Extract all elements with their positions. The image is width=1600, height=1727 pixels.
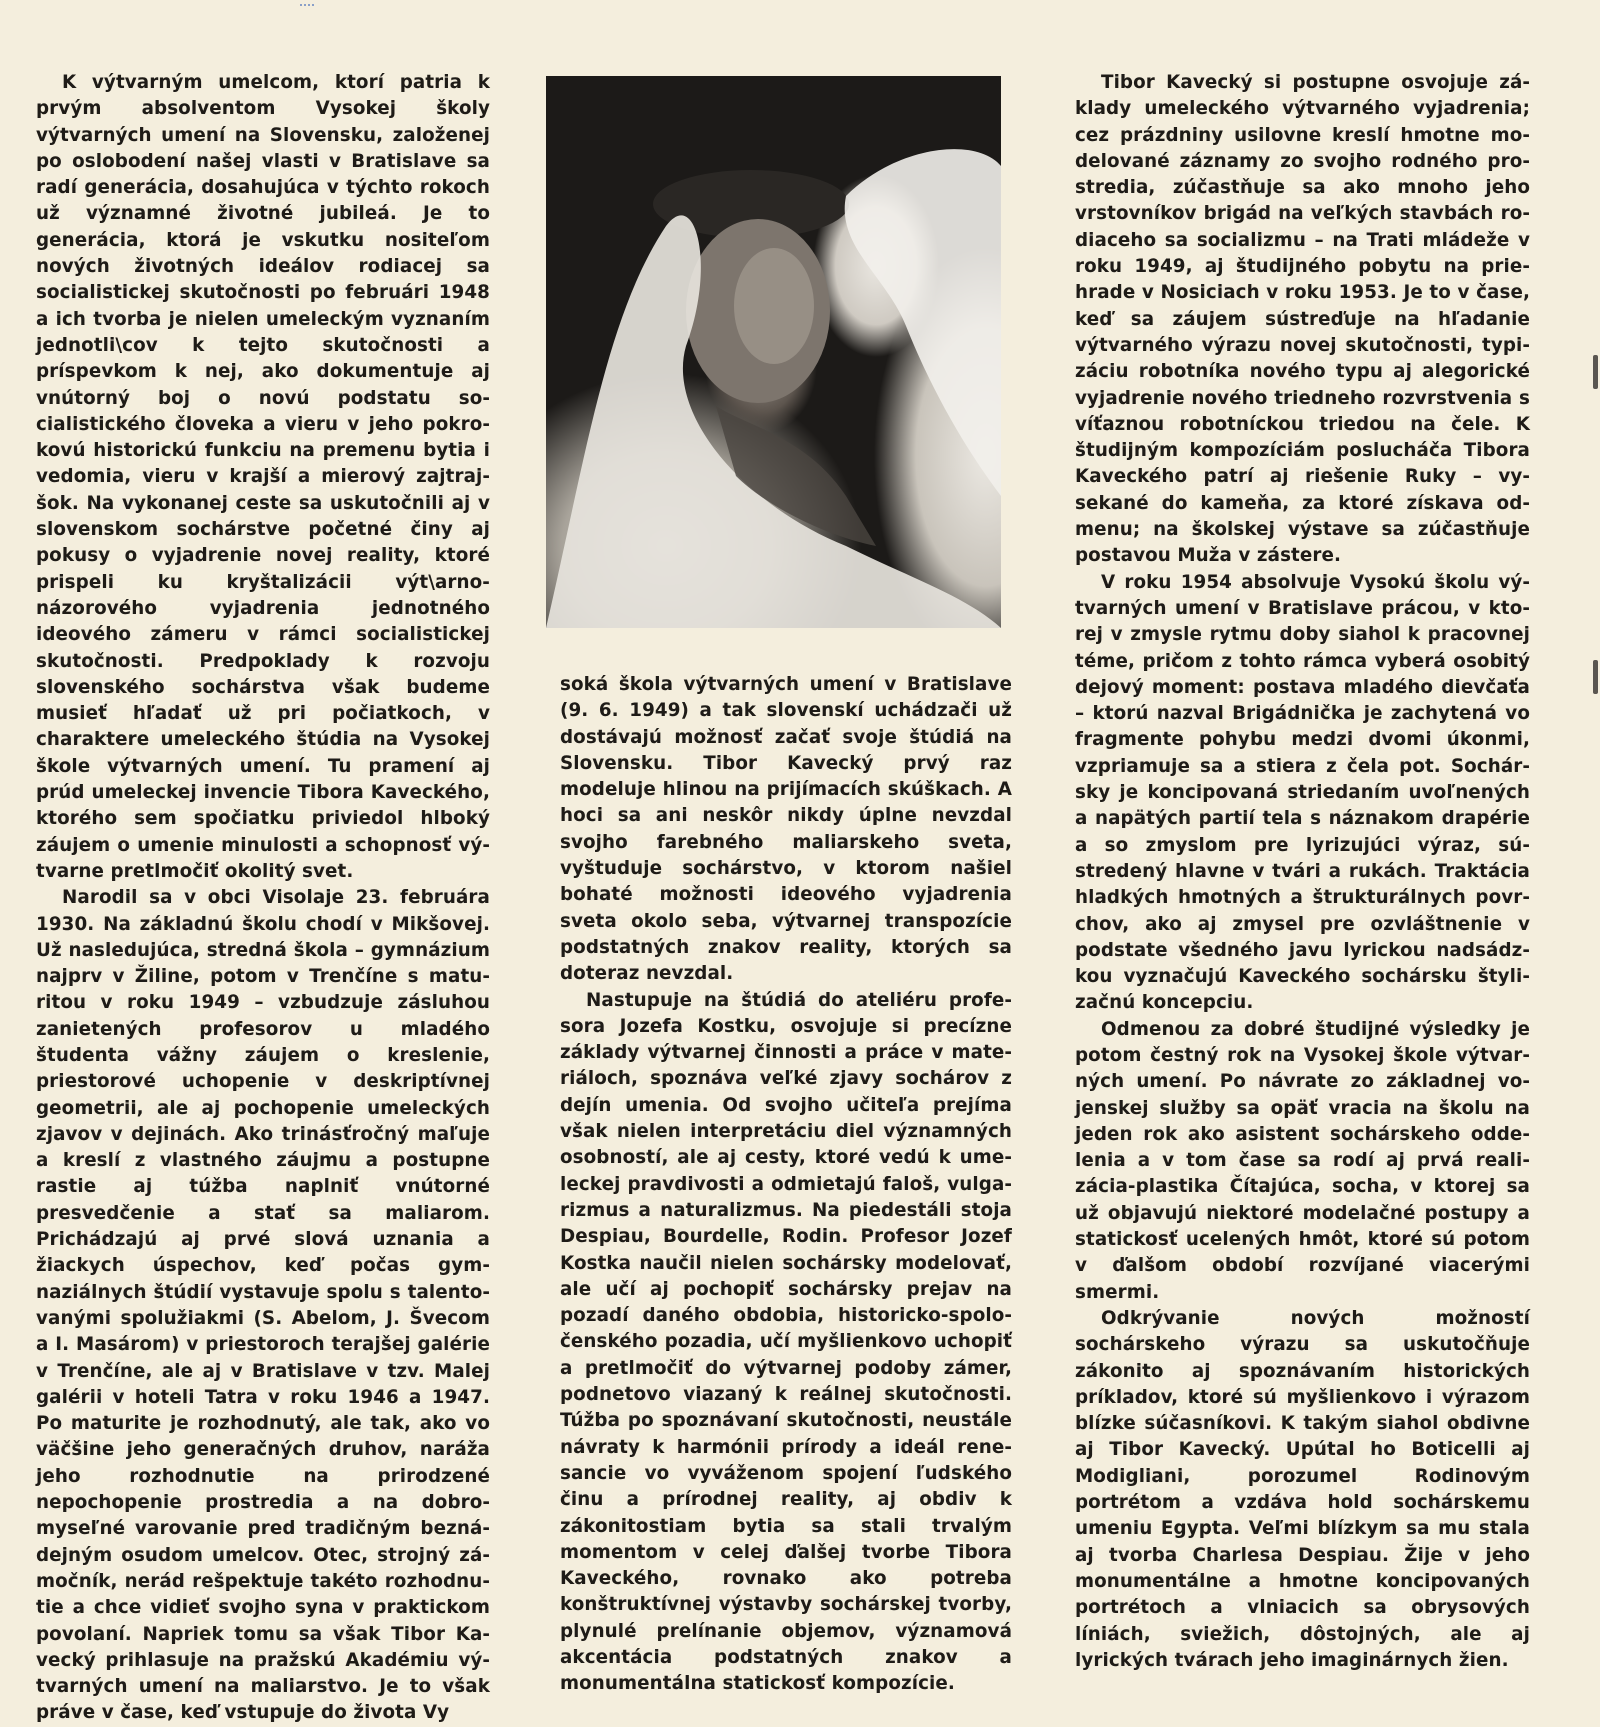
paragraph: Odkrývanie nových možností sochárskeho výrazu sa uskutočňuje zákonito aj spoznávaním historických príkladov, ktoré sú myšlienkovo i výrazom blízke súčasníkovi. K takým siahol obdivne aj Tibor Kavecký. Upútal ho Boticelli aj Modigliani, porozumel Rodinovým portrétom a vzdáva hold sochárskemu umeniu Egypta. Veľmi blízkym sa mu stala aj tvorba Charlesa Despiau. Žije v jeho monumentálne a hmotne koncipovaných portrétoch a vlniacich sa obrysových líniách, sviežich, dôstojných, ale aj lyrických tvárach jeho imaginárnych žien. xyxy=(1075,1307,1530,1671)
paragraph: V roku 1954 absolvuje Vysokú školu výtvarných umení v Bratislave prácou, v ktorej v zmysle rytmu doby siahol k pracovnej téme, pričom z tohto rámca vyberá osobitý dejový moment: postava mladého dievčaťa – ktorú nazval Brigádnička je zachytená vo fragmente pohybu medzi dvomi úkonmi, vzpriamuje sa a stiera z čela pot. Sochársky je koncipovaná striedaním uvoľnených a napätých partií tela s náznakom drapérie a so zmyslom pre lyrizujúci výraz, sústredený hlavne v tvári a rukách. Traktácia hladkých hmotných a štrukturálnych povrchov, ako aj zmysel pre ozvláštnenie v podstate všedného javu lyrickou nadsádzkou vyznačujú Kaveckého sochársku štylizačnú koncepciu. xyxy=(1075,571,1530,1014)
paragraph: Odmenou za dobré študijné výsledky je potom čestný rok na Vysokej škole výtvarných umení. Po návrate zo základnej vojenskej služby sa opäť vracia na školu na jeden rok ako asistent sochárskeho oddelenia a v tom čase sa rodí aj prvá realizácia-plastika Čítajúca, socha, v ktorej sa už objavujú niektoré modelačné postupy a statickosť ucelených hmôt, ktoré sú potom v ďalšom období rozvíjané viacerými smermi. xyxy=(1075,1018,1530,1303)
sculpture-right-shape xyxy=(845,149,1001,496)
paragraph: Narodil sa v obci Visolaje 23. februára 1930. Na základnú školu chodí v Mikšovej. Už nasledujúca, stredná škola – gymnázium najprv v Žiline, potom v Trenčíne s maturitou v roku 1949 – vzbudzuje zásluhou zanietených profesorov u mladého študenta vážny záujem o kreslenie, priestorové uchopenie v deskriptívnej geometrii, ale aj pochopenie umeleckých zjavov v dejinách. Ako trinásťročný maľuje a kreslí z vlastného záujmu a postupne rastie aj túžba naplniť vnútorné presvedčenie a stať sa maliarom. Prichádzajú aj prvé slová uznania a žiackych úspechov, keď počas gymnaziálnych štúdií vystavuje spolu s talentovanými spolužiakmi (S. Abelom, J. Švecom a I. Masárom) v priestoroch terajšej galérie v Trenčíne, ale aj v Bratislave v tzv. Malej galérii v hoteli Tatra v roku 1946 a 1947. Po maturite je rozhodnutý, ale tak, ako vo väčšine jeho generačných druhov, naráža jeho rozhodnutie na prirodzené nepochopenie prostredia a na dobromyseľné varovanie pred tradičným beznádejným osudom umelcov. Otec, strojný zámočník, nerád rešpektuje takéto rozhodnutie a chce vidieť svojho syna v praktickom povolaní. Napriek tomu sa však Tibor Kavecký prihlasuje na pražskú Akadémiu výtvarných umení na maliarstvo. Je to však práve v čase, keď vstupuje do života Vy xyxy=(36,887,490,1724)
paragraph: Nastupuje na štúdiá do ateliéru profesora Jozefa Kostku, osvojuje si precízne základy výtvarnej činnosti a práce v materiáloch, spoznáva veľké zjavy sochárov z dejín umenia. Od svojho učiteľa prejíma však nielen interpretáciu diel významných osobností, ale aj cesty, ktoré vedú k umeleckej pravdivosti a odmietajú faloš, vulgarizmus a naturalizmus. Na piedestáli stoja Despiau, Bourdelle, Rodin. Profesor Jozef Kostka naučil nielen sochársky modelovať, ale učí aj pochopiť sochársky prejav na pozadí daného obdobia, historicko-spoločenského pozadia, učí myšlienkovo uchopiť a pretlmočiť do výtvarnej podoby zámer, podnetovo viazaný k reálnej skutočnosti. Túžba po spoznávaní skutočnosti, neustále návraty k harmónii prírody a ideál renesancie vo vyváženom spojení ľudského činu a prírodnej reality, aj obdiv k zákonitostiam bytia sa stali trvalým momentom v celej ďalšej tvorbe Tibora Kaveckého, rovnako ako potreba konštruktívnej výstavby sochárskej tvorby, plynulé prelínanie objemov, významová akcentácia podstatných znakov a monumentálna statickosť kompozície. xyxy=(560,989,1012,1695)
sculptor-portrait-photo xyxy=(546,76,1001,628)
print-speck-mark xyxy=(300,0,314,6)
face-highlight xyxy=(734,248,814,364)
middle-text-column xyxy=(560,672,1012,1698)
page-edge-mark xyxy=(1593,660,1598,694)
left-text-column xyxy=(36,70,490,1727)
paragraph: soká škola výtvarných umení v Bratislave (9. 6. 1949) a tak slovenskí uchádzači už dostávajú možnosť začať svoje štúdiá na Slovensku. Tibor Kavecký prvý raz modeluje hlinou na prijímacích skúškach. A hoci sa ani neskôr nikdy úplne nevzdal svojho farebného maliarskeho sveta, vyštuduje sochárstvo, v ktorom našiel bohaté možnosti ideového vyjadrenia sveta okolo seba, výtvarnej transpozície podstatných znakov reality, ktorých sa doteraz nevzdal. xyxy=(560,674,1012,985)
photo-shapes xyxy=(546,76,1001,628)
paragraph: Tibor Kavecký si postupne osvojuje základy umeleckého výtvarného vyjadrenia; cez prázdniny usilovne kreslí hmotne modelované záznamy zo svojho rodného prostredia, zúčastňuje sa ako mnoho jeho vrstovníkov brigád na veľkých stavbách rodiaceho sa socializmu – na Trati mládeže v roku 1949, aj študijného pobytu na priehrade v Nosiciach v roku 1953. Je to v čase, keď sa záujem sústreďuje na hľadanie výtvarného výrazu novej skutočnosti, typizáciu robotníka nového typu aj alegorické vyjadrenie nového triedneho rozvrstvenia s víťaznou robotníckou triedou na čele. K študijným kompozíciám poslucháča Tibora Kaveckého patrí aj riešenie Ruky – vysekané do kameňa, za ktoré získava odmenu; na školskej výstave sa zúčastňuje postavou Muža v zástere. xyxy=(1075,72,1530,567)
paragraph: K výtvarným umelcom, ktorí patria k prvým absolventom Vysokej školy výtvarných umení na Slovensku, založenej po oslobodení našej vlasti v Bratislave sa radí generácia, dosahujúca v týchto rokoch už významné životné jubileá. Je to generácia, ktorá je vskutku nositeľom nových životných ideálov rodiacej sa socialistickej skutočnosti po februári 1948 a ich tvorba je nielen umeleckým vyznaním jednotli\cov k tejto skutočnosti a príspevkom k nej, ako dokumentuje aj vnútorný boj o novú podstatu socialistického človeka a vieru v jeho pokrokovú historickú funkciu na premenu bytia i vedomia, vieru v krajší a mierový zajtrajšok. Na vykonanej ceste sa uskutočnili aj v slovenskom sochárstve početné činy aj pokusy o vyjadrenie novej reality, ktoré prispeli ku kryštalizácii výt\arno-názorového vyjadrenia jednotného ideového zámeru v rámci socialistickej skutočnosti. Predpoklady k rozvoju slovenského sochárstva však budeme musieť hľadať už pri počiatkoch, v charaktere umeleckého štúdia na Vysokej škole výtvarných umení. Tu pramení aj prúd umeleckej invencie Tibora Kaveckého, ktorého sem spočiatku priviedol hlboký záujem o umenie minulosti a schopnosť výtvarne pretlmočiť okolitý svet. xyxy=(36,72,490,882)
right-text-column xyxy=(1075,70,1530,1674)
page-edge-mark xyxy=(1593,355,1598,389)
